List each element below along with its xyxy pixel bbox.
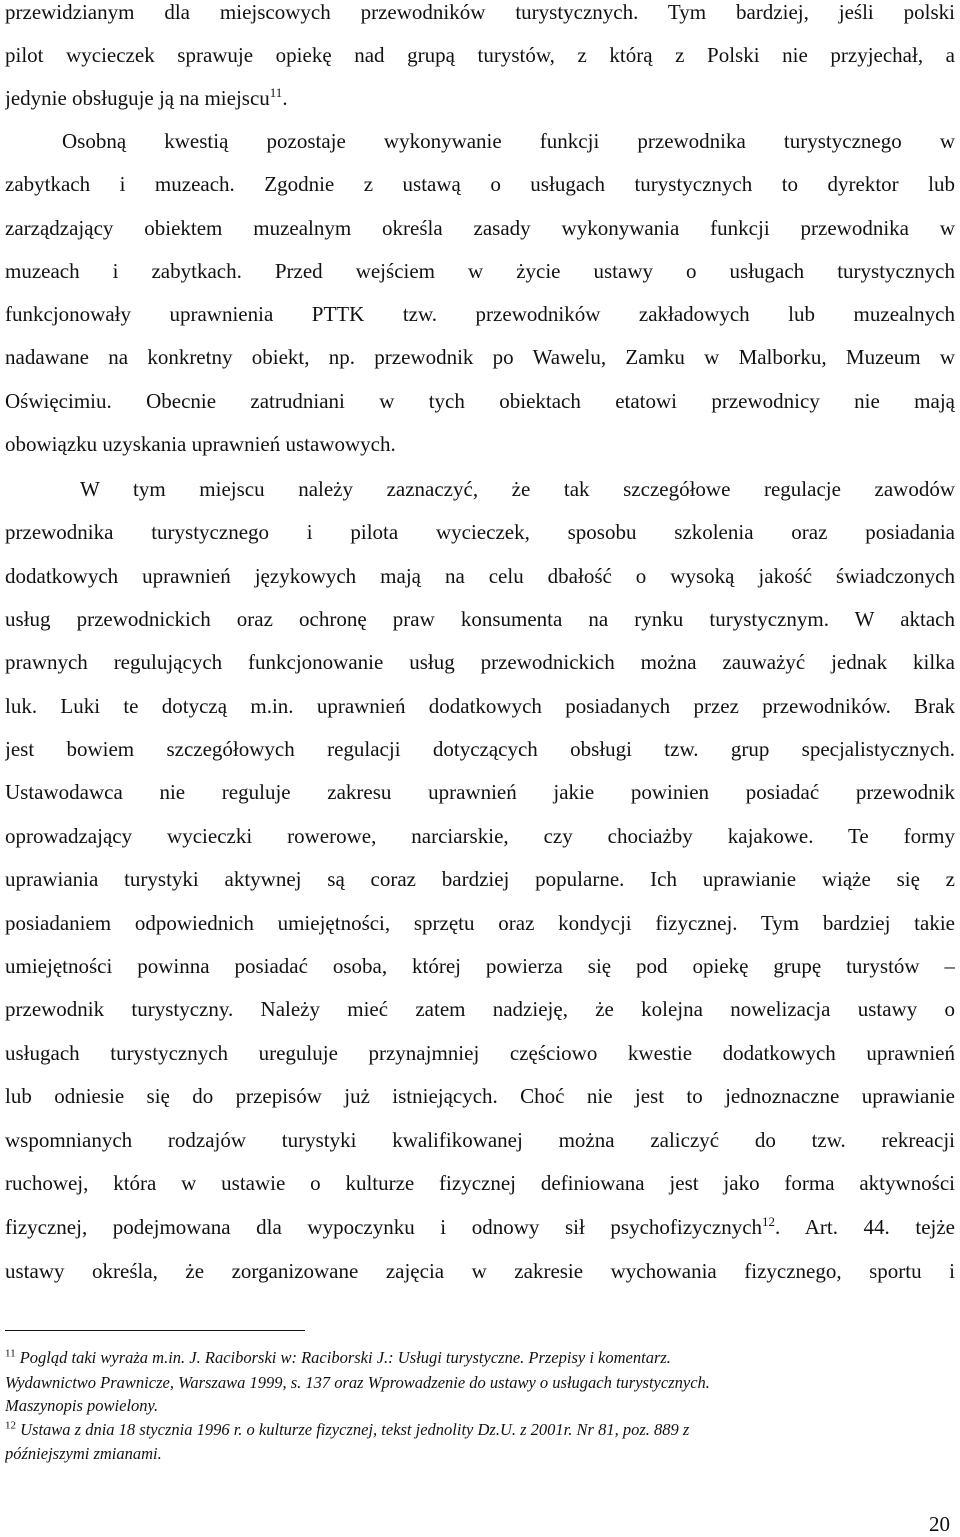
footnote-11-line-3: Maszynopis powielony. [5, 1396, 159, 1415]
body-line-8: funkcjonowały uprawnienia PTTK tzw. przewodników zakładowych lub muzealnych [5, 302, 955, 326]
body-line-22: posiadaniem odpowiednich umiejętności, sprzętu oraz kondycji fizycznej. Tym bardziej takie [5, 911, 955, 935]
footnote-11-line-1: $^{11}$ Pogląd taki wyraża m.in. J. Raciborski w: Raciborski J.: Usługi turystyczne. Przepisy i komentarz. [5, 1347, 671, 1367]
body-line-24: przewodnik turystyczny. Należy mieć zatem nadzieję, że kolejna nowelizacja ustawy o [5, 997, 955, 1021]
body-line-21: uprawiania turystyki aktywnej są coraz bardziej popularne. Ich uprawianie wiąże się z [5, 867, 955, 891]
body-line-12: W tym miejscu należy zaznaczyć, że tak szczegółowe regulacje zawodów [80, 477, 955, 501]
footnote-number: 12 [5, 1419, 16, 1432]
body-line-16: prawnych regulujących funkcjonowanie usług przewodnickich można zauważyć jednak kilka [5, 650, 955, 674]
body-line-23: umiejętności powinna posiadać osoba, której powierza się pod opiekę grupę turystów – [5, 954, 955, 978]
body-line-26: lub odniesie się do przepisów już istniejących. Choć nie jest to jednoznaczne uprawianie [5, 1084, 955, 1108]
body-line-10: Oświęcimiu. Obecnie zatrudniani w tych obiektach etatowi przewodnicy nie mają [5, 389, 955, 413]
footnote-12-line-1: $^{12}$ Ustawa z dnia 18 stycznia 1996 r. o kulturze fizycznej, tekst jednolity Dz.U. z 2001r. Nr 81, poz. 889 z [5, 1419, 690, 1439]
body-line-15: usług przewodnickich oraz ochronę praw konsumenta na rynku turystycznym. W aktach [5, 607, 955, 631]
body-line-19: Ustawodawca nie reguluje zakresu uprawnień jakie powinien posiadać przewodnik [5, 780, 955, 804]
body-line-14: dodatkowych uprawnień językowych mają na celu dbałość o wysoką jakość świadczonych [5, 564, 955, 588]
body-line-18: jest bowiem szczegółowych regulacji dotyczących obsługi tzw. grup specjalistycznych. [5, 737, 955, 761]
body-line-5: zabytkach i muzeach. Zgodnie z ustawą o usługach turystycznych to dyrektor lub [5, 172, 955, 196]
body-line-6: zarządzający obiektem muzealnym określa zasady wykonywania funkcji przewodnika w [5, 216, 955, 240]
page-number: 20 [929, 1512, 950, 1536]
body-line-3: jedynie obsługuje ją na miejscu$^{11}$. [5, 85, 288, 110]
footnote-ref-11: 11 [269, 85, 283, 100]
body-line-27: wspomnianych rodzajów turystyki kwalifikowanej można zaliczyć do tzw. rekreacji [5, 1128, 955, 1152]
body-line-9: nadawane na konkretny obiekt, np. przewodnik po Wawelu, Zamku w Malborku, Muzeum w [5, 345, 955, 369]
body-line-17: luk. Luki te dotyczą m.in. uprawnień dodatkowych posiadanych przez przewodników. Brak [5, 694, 955, 718]
footnote-12-line-2: późniejszymi zmianami. [5, 1444, 162, 1463]
body-line-20: oprowadzający wycieczki rowerowe, narciarskie, czy chociażby kajakowe. Te formy [5, 824, 955, 848]
body-line-7: muzeach i zabytkach. Przed wejściem w życie ustawy o usługach turystycznych [5, 259, 955, 283]
body-line-1: przewidzianym dla miejscowych przewodników turystycznych. Tym bardziej, jeśli polski [5, 0, 955, 24]
footnote-number: 11 [5, 1347, 16, 1360]
body-line-13: przewodnika turystycznego i pilota wycieczek, sposobu szkolenia oraz posiadania [5, 520, 955, 544]
body-line-2: pilot wycieczek sprawuje opiekę nad grupą turystów, z którą z Polski nie przyjechał, a [5, 43, 955, 67]
body-line-25: usługach turystycznych ureguluje przynajmniej częściowo kwestie dodatkowych uprawnień [5, 1041, 955, 1065]
body-line-28: ruchowej, która w ustawie o kulturze fizycznej definiowana jest jako forma aktywności [5, 1171, 955, 1195]
body-line-11: obowiązku uzyskania uprawnień ustawowych. [5, 432, 396, 456]
footnote-11-line-2: Wydawnictwo Prawnicze, Warszawa 1999, s. 137 oraz Wprowadzenie do ustawy o usługach turystycznych. [5, 1373, 710, 1392]
body-line-29: fizycznej, podejmowana dla wypoczynku i odnowy sił psychofizycznych$^{12}$. Art. 44. tejże [5, 1214, 955, 1239]
body-line-30: ustawy określa, że zorganizowane zajęcia w zakresie wychowania fizycznego, sportu i [5, 1259, 955, 1283]
footnote-separator [5, 1330, 305, 1331]
footnote-ref-12: 12 [762, 1214, 776, 1229]
body-line-4: Osobną kwestią pozostaje wykonywanie funkcji przewodnika turystycznego w [62, 129, 955, 153]
